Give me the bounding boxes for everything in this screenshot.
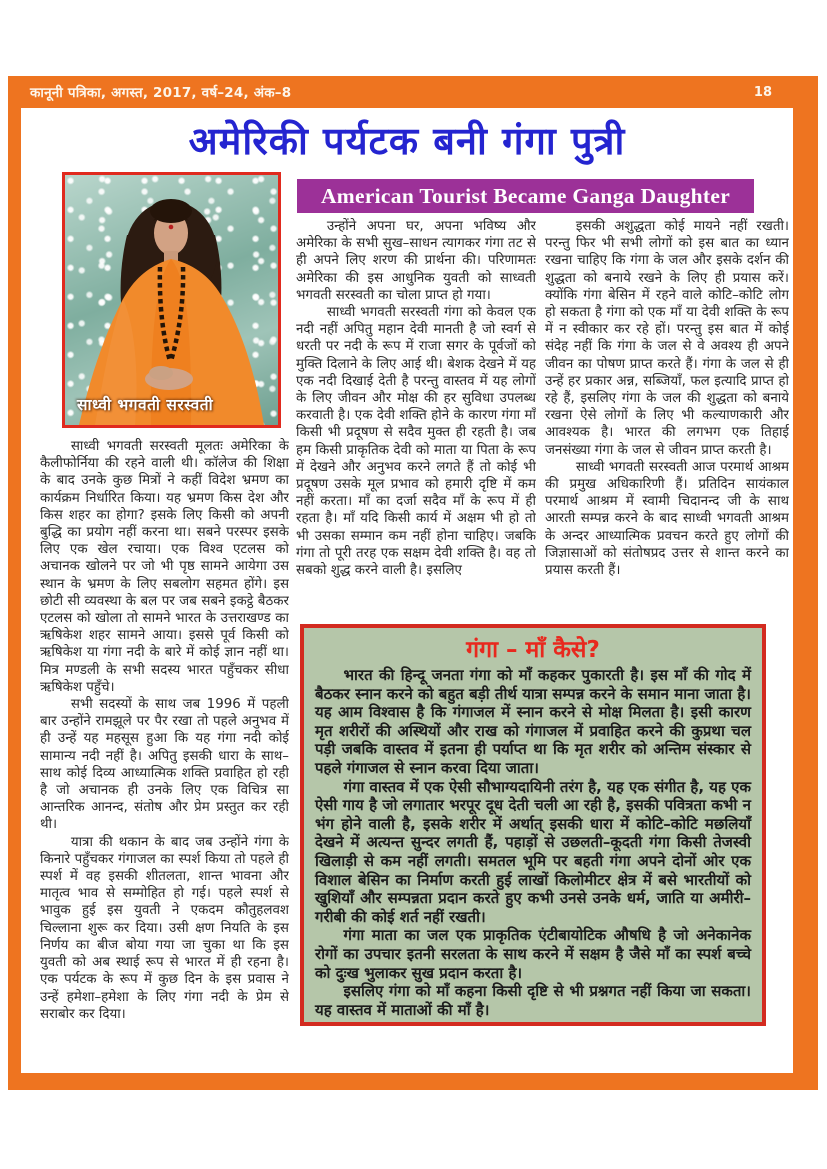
article-title: अमेरिकी पर्यटक बनी गंगा पुत्री [188,119,626,163]
paragraph: यात्रा की थकान के बाद जब उन्होंने गंगा के किनारे पहुँचकर गंगाजल का स्पर्श किया तो पहले ही स्पर्श में वह इसकी शीतलता, शान्त भावना और मातृत्व भाव से सम्मोहित हो गई। पहले स्पर्श से भावुक हुई इस युवती ने एकदम कौतुहलवश चिल्लाना शुरू कर दिया। उसी क्षण नियति के इस निर्णय का बीज बोया गया जा चुका था कि इस युवती को अब स्थाई रूप से भारत में ही रहना है। एक पर्यटक के रूप में कुछ दिन के इस प्रवास ने उन्हें हमेशा–हमेशा के लिए गंगा नदी के प्रेम से सराबोर कर दिया। [40,834,289,1022]
paragraph: साध्वी भगवती सरस्वती गंगा को केवल एक नदी नहीं अपितु महान देवी मानती है जो स्वर्ग से धरती पर नदी के रूप में राजा सगर के पूर्वजों को मुक्ति दिलाने के लिए आई थी। बेशक देखने में यह एक नदी दिखाई देती है परन्तु वास्तव में यह लोगों के लिए जीवन और मोक्ष की हर सुविधा उपलब्ध करवाती है। एक देवी शक्ति होने के कारण गंगा माँ किसी भी प्रदूषण से सदैव मुक्त ही रहती है। जब हम किसी प्राकृतिक देवी को माता या पिता के रूप में देखने और अनुभव करने लगते हैं तो कोई भी प्रदूषण उसके मूल प्रभाव को हमारी दृष्टि में कम नहीं करता। माँ का दर्जा सदैव माँ के रूप में ही रहता है। माँ यदि किसी कार्य में अक्षम भी हो तो भी उसका सम्मान कम नहीं होना चाहिए। जबकि गंगा तो पूरी तरह एक सक्षम देवी शक्ति है। वह तो सबको शुद्ध करने वाली है। इसलिए [296,305,536,579]
page-frame [8,76,818,1090]
paragraph: गंगा माता का जल एक प्राकृतिक एंटीबायोटिक औषधि है जो अनेकानेक रोगों का उपचार इतनी सरलता के साथ करने में सक्षम है जैसे माँ का स्पर्श बच्चे को दुःख भुलाकर सुख प्रदान करता है। [315,926,751,982]
masthead [8,76,818,108]
page-number: 18 [753,84,772,100]
ganga-maa-box [300,624,766,1026]
paragraph: साध्वी भगवती सरस्वती आज परमार्थ आश्रम की प्रमुख अधिकारिणी हैं। प्रतिदिन सायंकाल परमार्थ आश्रम में स्वामी चिदानन्द जी के साथ आरती सम्पन्न करने के बाद साध्वी भगवती आश्रम के अन्दर आध्यात्मिक प्रवचन करते हुए लोगों की जिज्ञासाओं को संतोषप्रद उत्तर से शान्त करने का प्रयास करती हैं। [545,459,789,579]
article-column-left [40,438,289,1130]
paragraph: साध्वी भगवती सरस्वती मूलतः अमेरिका के कैलीफोर्निया की रहने वाली थी। कॉलेज की शिक्षा के बाद उनके कुछ मित्रों ने कहीं विदेश भ्रमण का कार्यक्रम निर्धारित किया। यह भ्रमण किस देश और किस शहर का होगा? इसके लिए किसी को अपनी बुद्धि का प्रयोग नहीं करना था। सबने परस्पर इसके लिए एक खेल रचाया। एक विश्व एटलस को अचानक खोलने पर जो भी पृष्ठ सामने आयेगा उस स्थान के भ्रमण के लिए सबलोग सहमत होंगे। इस छोटी सी व्यवस्था के बल पर जब सबने इकट्ठे बैठकर एटलस को खोला तो सामने भारत के उत्तराखण्ड का ऋषिकेश शहर सामने आया। इससे पूर्व किसी को ऋषिकेश या गंगा नदी के बारे में कोई ज्ञान नहीं था। मित्र मण्डली के सभी सदस्य भारत पहुँचकर सीधा ऋषिकेश पहुँचे। [40,439,289,695]
english-banner: American Tourist Became Ganga Daughter [297,179,754,213]
journal-title: कानूनी पत्रिका, अगस्त, 2017, वर्ष–24, अंक–8 [30,85,292,101]
box-title: गंगा – माँ कैसे? [466,637,600,663]
paragraph: इसलिए गंगा को माँ कहना किसी दृष्टि से भी प्रश्नगत नहीं किया जा सकता। यह वास्तव में माताओं की माँ है। [315,982,751,1019]
photo-caption: साध्वी भगवती सरस्वती [77,396,214,414]
paragraph: भारत की हिन्दू जनता गंगा को माँ कहकर पुकारती है। इस माँ की गोद में बैठकर स्नान करने को बहुत बड़ी तीर्थ यात्रा सम्पन्न करने के समान माना जाता है। यह आम विश्वास है कि गंगाजल में स्नान करने से मोक्ष मिलता है। इसी कारण मृत शरीरों की अस्थियों और राख को गंगाजल में प्रवाहित करने की कुप्रथा चल पड़ी जबकि वास्तव में इतना ही पर्याप्त था कि मृत शरीर को अन्तिम संस्कार से पहले गंगाजल से स्नान करवा दिया जाता। [315,666,751,777]
sadhvi-photo [62,172,281,428]
bindi-dot [169,225,174,230]
paragraph: इसकी अशुद्धता कोई मायने नहीं रखती। परन्तु फिर भी सभी लोगों को इस बात का ध्यान रखना चाहिए कि गंगा के जल और इसके दर्शन की शुद्धता को बनाये रखने के लिए ही प्रयास करें। क्योंकि गंगा बेसिन में रहने वाले कोटि–कोटि लोग हो सकता है गंगा को एक माँ या देवी शक्ति के रूप में न स्वीकार कर रहे हों। परन्तु इस बात में कोई संदेह नहीं कि गंगा के जल से वे अवश्य ही अपने जीवन का पोषण प्राप्त करते हैं। गंगा के जल से ही उन्हें हर प्रकार अन्न, सब्जियाँ, फल इत्यादि प्राप्त हो रहे हैं, इसलिए गंगा के जल की शुद्धता को बनाये रखना ऐसे लोगों के लिए भी कल्याणकारी और आवश्यक है। भारत की लगभग एक तिहाई जनसंख्या गंगा के जल से जीवन प्राप्त करती है। [545,219,789,458]
sadhvi-figure [65,175,278,425]
paragraph: उन्होंने अपना घर, अपना भविष्य और अमेरिका के सभी सुख–साधन त्यागकर गंगा तट से ही अपने लिए शरण की प्रार्थना की। परिणामतः अमेरिका की इस आधुनिक युवती को साध्वती भगवती सरस्वती का चोला प्राप्त हो गया। [296,219,536,303]
box-text [315,666,751,1019]
paragraph: सभी सदस्यों के साथ जब 1996 में पहली बार उन्होंने रामझूले पर पैर रखा तो पहले अनुभव में ही उन्हें यह महसूस हुआ कि यह गंगा नदी कोई सामान्य नदी नहीं है। अपितु इसकी धारा के साथ–साथ कोई दिव्य आध्यात्मिक शक्ति प्रवाहित हो रही है जो अचानक ही उनके लिए एक विचित्र सा आन्तरिक आनन्द, संतोष और प्रेम प्रस्तुत कर रही थी। [40,697,289,833]
page-content [21,108,793,1073]
paragraph: गंगा वास्तव में एक ऐसी सौभाग्यदायिनी तरंग है, यह एक संगीत है, यह एक ऐसी गाय है जो लगातार भरपूर दूध देती चली आ रही है, इसकी पवित्रता कभी न भंग होने वाली है, इसके शरीर में अर्थात् इसकी धारा में कोटि–कोटि मछलियाँ देखने में अत्यन्त सुन्दर लगती हैं, पहाड़ों से उछलती–कूदती गंगा किसी तेजस्वी खिलाड़ी से कम नहीं लगती। समतल भूमि पर बहती गंगा अपने दोनों ओर एक विशाल बेसिन का निर्माण करती हुई लाखों किलोमीटर क्षेत्र में बसे भारतीयों को खुशियाँ और सम्पन्नता प्रदान करते हुए कभी उनसे उनके धर्म, जाति या अमीरी–गरीबी की कोई शर्त नहीं रखती। [315,777,752,926]
